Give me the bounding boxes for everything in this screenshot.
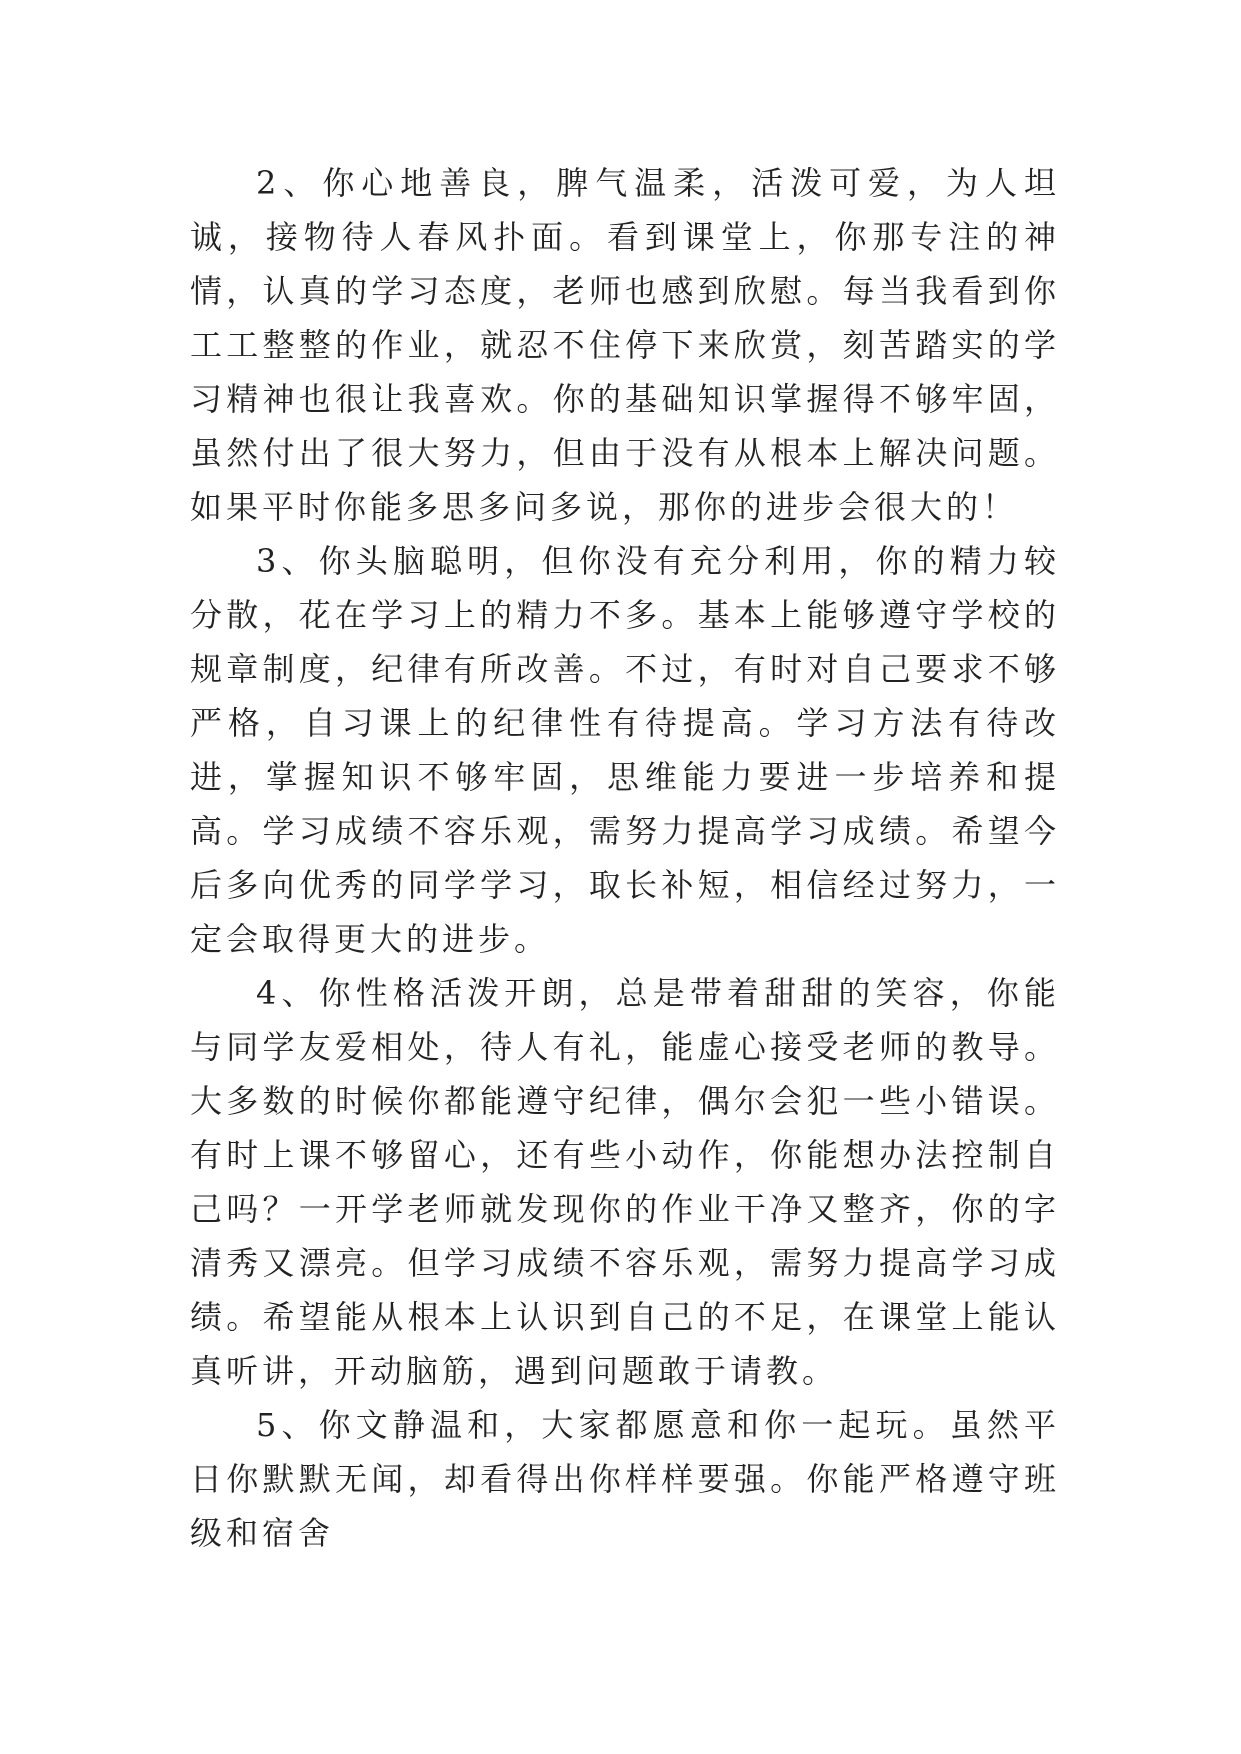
document-page bbox=[190, 156, 1060, 1560]
comment-paragraph-4: 4、你性格活泼开朗，总是带着甜甜的笑容，你能与同学友爱相处，待人有礼，能虚心接受老师的教导。大多数的时候你都能遵守纪律，偶尔会犯一些小错误。有时上课不够留心，还有些小动作，你能想办法控制自己吗？一开学老师就发现你的作业干净又整齐，你的字清秀又漂亮。但学习成绩不容乐观，需努力提高学习成绩。希望能从根本上认识到自己的不足，在课堂上能认真听讲，开动脑筋，遇到问题敢于请教。 bbox=[190, 974, 1060, 1390]
comment-paragraph-2: 2、你心地善良，脾气温柔，活泼可爱，为人坦诚，接物待人春风扑面。看到课堂上，你那专注的神情，认真的学习态度，老师也感到欣慰。每当我看到你工工整整的作业，就忍不住停下来欣赏，刻苦踏实的学习精神也很让我喜欢。你的基础知识掌握得不够牢固，虽然付出了很大努力，但由于没有从根本上解决问题。如果平时你能多思多问多说，那你的进步会很大的！ bbox=[190, 164, 1060, 526]
comment-paragraph-3: 3、你头脑聪明，但你没有充分利用，你的精力较分散，花在学习上的精力不多。基本上能够遵守学校的规章制度，纪律有所改善。不过，有时对自己要求不够严格，自习课上的纪律性有待提高。学习方法有待改进，掌握知识不够牢固，思维能力要进一步培养和提高。学习成绩不容乐观，需努力提高学习成绩。希望今后多向优秀的同学学习，取长补短，相信经过努力，一定会取得更大的进步。 bbox=[190, 542, 1060, 958]
comment-paragraph-5: 5、你文静温和，大家都愿意和你一起玩。虽然平日你默默无闻，却看得出你样样要强。你能严格遵守班级和宿舍 bbox=[190, 1406, 1060, 1552]
